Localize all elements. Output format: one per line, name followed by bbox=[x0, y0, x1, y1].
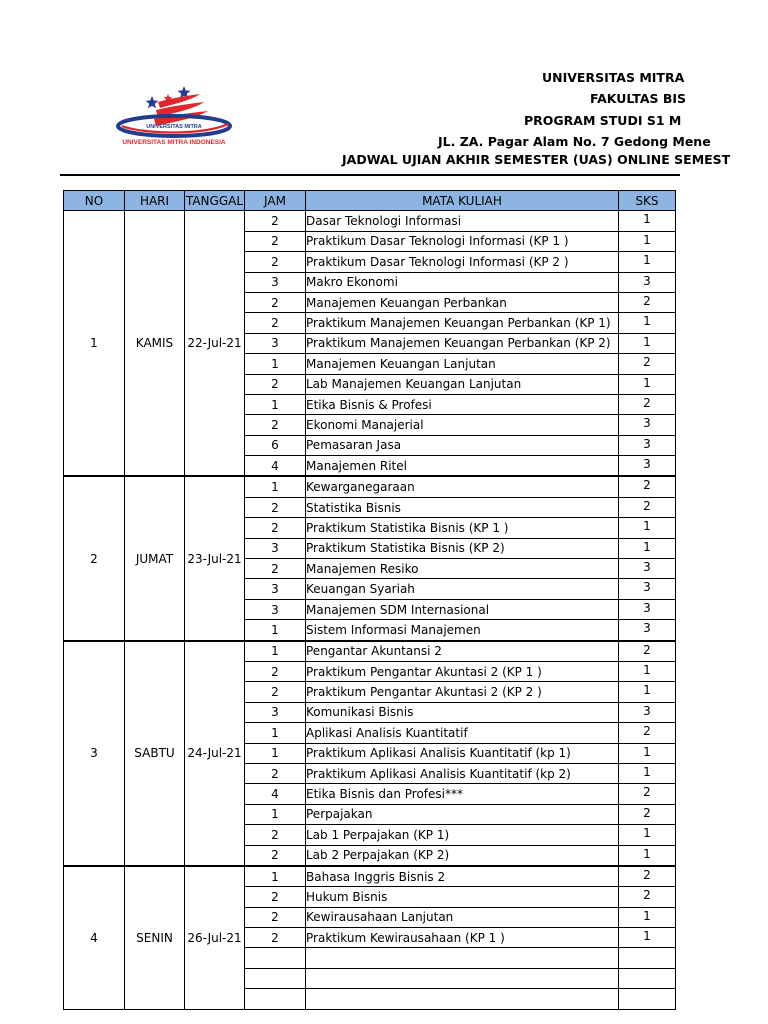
column-header-tanggal: TANGGAL bbox=[185, 191, 245, 211]
cell-mata-kuliah: Sistem Informasi Manajemen bbox=[306, 620, 619, 641]
cell-hari: JUMAT bbox=[125, 476, 185, 640]
cell-jam: 1 bbox=[245, 394, 306, 414]
cell-jam: 2 bbox=[245, 887, 306, 907]
cell-sks: 1 bbox=[619, 661, 676, 681]
cell-sks: 1 bbox=[619, 907, 676, 927]
header-program: PROGRAM STUDI S1 M bbox=[524, 113, 682, 128]
exam-schedule-table bbox=[63, 190, 676, 1010]
cell-jam: 2 bbox=[245, 211, 306, 231]
svg-text:UNIVERSITAS MITRA: UNIVERSITAS MITRA bbox=[146, 124, 202, 130]
cell-jam: 1 bbox=[245, 743, 306, 763]
cell-mata-kuliah: Praktikum Aplikasi Analisis Kuantitatif (kp 2) bbox=[306, 763, 619, 783]
table-header-row bbox=[64, 191, 676, 211]
cell-jam: 3 bbox=[245, 272, 306, 292]
cell-mata-kuliah: Manajemen Resiko bbox=[306, 559, 619, 579]
cell-jam bbox=[245, 968, 306, 988]
cell-jam: 1 bbox=[245, 723, 306, 743]
cell-jam: 4 bbox=[245, 784, 306, 804]
cell-mata-kuliah: Manajemen Keuangan Lanjutan bbox=[306, 354, 619, 374]
cell-sks: 1 bbox=[619, 252, 676, 272]
cell-jam: 4 bbox=[245, 456, 306, 477]
cell-jam: 2 bbox=[245, 415, 306, 435]
cell-sks: 2 bbox=[619, 723, 676, 743]
cell-sks: 2 bbox=[619, 394, 676, 414]
cell-mata-kuliah: Manajemen Keuangan Perbankan bbox=[306, 292, 619, 312]
cell-sks: 2 bbox=[619, 641, 676, 662]
cell-mata-kuliah: Kewarganegaraan bbox=[306, 476, 619, 497]
cell-jam: 2 bbox=[245, 252, 306, 272]
header-divider bbox=[60, 174, 680, 176]
cell-mata-kuliah: Praktikum Manajemen Keuangan Perbankan (KP 1) bbox=[306, 313, 619, 333]
cell-mata-kuliah: Praktikum Aplikasi Analisis Kuantitatif (kp 1) bbox=[306, 743, 619, 763]
cell-mata-kuliah: Komunikasi Bisnis bbox=[306, 702, 619, 722]
cell-mata-kuliah: Praktikum Dasar Teknologi Informasi (KP 1 ) bbox=[306, 231, 619, 251]
column-header-sks: SKS bbox=[619, 191, 676, 211]
cell-no: 2 bbox=[64, 476, 125, 640]
header-faculty: FAKULTAS BIS bbox=[590, 91, 687, 106]
cell-tanggal: 26-Jul-21 bbox=[185, 866, 245, 1009]
cell-mata-kuliah: Praktikum Kewirausahaan (KP 1 ) bbox=[306, 928, 619, 948]
cell-mata-kuliah bbox=[306, 989, 619, 1009]
cell-mata-kuliah: Statistika Bisnis bbox=[306, 497, 619, 517]
cell-jam: 2 bbox=[245, 374, 306, 394]
cell-mata-kuliah: Lab Manajemen Keuangan Lanjutan bbox=[306, 374, 619, 394]
cell-hari: SENIN bbox=[125, 866, 185, 1009]
cell-mata-kuliah: Perpajakan bbox=[306, 804, 619, 824]
table-row bbox=[64, 866, 676, 887]
cell-mata-kuliah bbox=[306, 948, 619, 968]
svg-text:UNIVERSITAS MITRA INDONESIA: UNIVERSITAS MITRA INDONESIA bbox=[122, 139, 226, 146]
cell-sks: 3 bbox=[619, 579, 676, 599]
cell-sks: 2 bbox=[619, 292, 676, 312]
cell-jam: 2 bbox=[245, 907, 306, 927]
cell-sks: 1 bbox=[619, 763, 676, 783]
header-university: UNIVERSITAS MITRA bbox=[542, 70, 685, 85]
cell-sks: 2 bbox=[619, 476, 676, 497]
cell-mata-kuliah: Praktikum Pengantar Akuntasi 2 (KP 1 ) bbox=[306, 661, 619, 681]
cell-jam: 3 bbox=[245, 599, 306, 619]
cell-jam: 2 bbox=[245, 763, 306, 783]
cell-mata-kuliah: Etika Bisnis & Profesi bbox=[306, 394, 619, 414]
cell-mata-kuliah: Praktikum Statistika Bisnis (KP 1 ) bbox=[306, 518, 619, 538]
cell-sks: 3 bbox=[619, 415, 676, 435]
cell-jam: 2 bbox=[245, 313, 306, 333]
cell-mata-kuliah: Pemasaran Jasa bbox=[306, 435, 619, 455]
cell-mata-kuliah: Manajemen Ritel bbox=[306, 456, 619, 477]
table-row bbox=[64, 641, 676, 662]
cell-mata-kuliah: Praktikum Manajemen Keuangan Perbankan (KP 2) bbox=[306, 333, 619, 353]
cell-sks: 2 bbox=[619, 804, 676, 824]
cell-mata-kuliah: Manajemen SDM Internasional bbox=[306, 599, 619, 619]
cell-mata-kuliah: Praktikum Pengantar Akuntasi 2 (KP 2 ) bbox=[306, 682, 619, 702]
cell-jam: 2 bbox=[245, 518, 306, 538]
cell-sks: 3 bbox=[619, 559, 676, 579]
cell-jam: 3 bbox=[245, 538, 306, 558]
cell-jam: 2 bbox=[245, 682, 306, 702]
cell-sks: 1 bbox=[619, 682, 676, 702]
cell-sks: 1 bbox=[619, 928, 676, 948]
cell-mata-kuliah: Dasar Teknologi Informasi bbox=[306, 211, 619, 231]
column-header-no: NO bbox=[64, 191, 125, 211]
cell-jam: 3 bbox=[245, 333, 306, 353]
cell-mata-kuliah: Lab 1 Perpajakan (KP 1) bbox=[306, 825, 619, 845]
cell-sks: 2 bbox=[619, 866, 676, 887]
cell-sks bbox=[619, 968, 676, 988]
cell-mata-kuliah: Kewirausahaan Lanjutan bbox=[306, 907, 619, 927]
column-header-mata-kuliah: MATA KULIAH bbox=[306, 191, 619, 211]
cell-sks: 3 bbox=[619, 456, 676, 477]
cell-jam: 1 bbox=[245, 354, 306, 374]
cell-mata-kuliah: Pengantar Akuntansi 2 bbox=[306, 641, 619, 662]
cell-mata-kuliah: Praktikum Dasar Teknologi Informasi (KP 2 ) bbox=[306, 252, 619, 272]
cell-mata-kuliah: Aplikasi Analisis Kuantitatif bbox=[306, 723, 619, 743]
cell-sks: 1 bbox=[619, 518, 676, 538]
cell-sks: 3 bbox=[619, 702, 676, 722]
table-row bbox=[64, 211, 676, 231]
cell-hari: SABTU bbox=[125, 641, 185, 866]
cell-jam: 6 bbox=[245, 435, 306, 455]
cell-no: 3 bbox=[64, 641, 125, 866]
cell-jam: 2 bbox=[245, 661, 306, 681]
cell-sks bbox=[619, 989, 676, 1009]
cell-jam: 3 bbox=[245, 702, 306, 722]
header-schedule-title: JADWAL UJIAN AKHIR SEMESTER (UAS) ONLINE SEMEST bbox=[342, 152, 731, 167]
cell-jam bbox=[245, 948, 306, 968]
cell-mata-kuliah: Bahasa Inggris Bisnis 2 bbox=[306, 866, 619, 887]
cell-jam: 1 bbox=[245, 476, 306, 497]
cell-sks: 1 bbox=[619, 845, 676, 866]
cell-sks: 2 bbox=[619, 354, 676, 374]
cell-no: 4 bbox=[64, 866, 125, 1009]
cell-sks: 2 bbox=[619, 497, 676, 517]
cell-jam: 2 bbox=[245, 559, 306, 579]
header-address: JL. ZA. Pagar Alam No. 7 Gedong Mene bbox=[438, 134, 711, 149]
cell-sks: 1 bbox=[619, 743, 676, 763]
cell-mata-kuliah bbox=[306, 968, 619, 988]
cell-jam: 1 bbox=[245, 641, 306, 662]
cell-sks bbox=[619, 948, 676, 968]
cell-jam: 2 bbox=[245, 825, 306, 845]
cell-jam: 2 bbox=[245, 497, 306, 517]
cell-sks: 1 bbox=[619, 231, 676, 251]
cell-sks: 1 bbox=[619, 211, 676, 231]
cell-jam: 1 bbox=[245, 620, 306, 641]
cell-hari: KAMIS bbox=[125, 211, 185, 477]
cell-mata-kuliah: Hukum Bisnis bbox=[306, 887, 619, 907]
cell-jam: 2 bbox=[245, 928, 306, 948]
cell-mata-kuliah: Makro Ekonomi bbox=[306, 272, 619, 292]
cell-sks: 2 bbox=[619, 887, 676, 907]
cell-jam: 2 bbox=[245, 292, 306, 312]
cell-jam: 2 bbox=[245, 845, 306, 866]
cell-sks: 3 bbox=[619, 599, 676, 619]
cell-sks: 1 bbox=[619, 825, 676, 845]
cell-jam: 2 bbox=[245, 231, 306, 251]
cell-jam: 1 bbox=[245, 866, 306, 887]
cell-no: 1 bbox=[64, 211, 125, 477]
cell-sks: 3 bbox=[619, 435, 676, 455]
cell-mata-kuliah: Etika Bisnis dan Profesi*** bbox=[306, 784, 619, 804]
cell-mata-kuliah: Keuangan Syariah bbox=[306, 579, 619, 599]
column-header-jam: JAM bbox=[245, 191, 306, 211]
cell-sks: 1 bbox=[619, 313, 676, 333]
column-header-hari: HARI bbox=[125, 191, 185, 211]
cell-jam bbox=[245, 989, 306, 1009]
cell-tanggal: 23-Jul-21 bbox=[185, 476, 245, 640]
table-body bbox=[64, 211, 676, 1009]
cell-jam: 1 bbox=[245, 804, 306, 824]
cell-tanggal: 24-Jul-21 bbox=[185, 641, 245, 866]
cell-sks: 1 bbox=[619, 333, 676, 353]
cell-sks: 1 bbox=[619, 538, 676, 558]
cell-mata-kuliah: Lab 2 Perpajakan (KP 2) bbox=[306, 845, 619, 866]
cell-sks: 3 bbox=[619, 620, 676, 641]
cell-sks: 3 bbox=[619, 272, 676, 292]
table-row bbox=[64, 476, 676, 497]
cell-mata-kuliah: Praktikum Statistika Bisnis (KP 2) bbox=[306, 538, 619, 558]
cell-sks: 2 bbox=[619, 784, 676, 804]
university-logo bbox=[112, 82, 236, 150]
cell-mata-kuliah: Ekonomi Manajerial bbox=[306, 415, 619, 435]
cell-tanggal: 22-Jul-21 bbox=[185, 211, 245, 477]
cell-sks: 1 bbox=[619, 374, 676, 394]
cell-jam: 3 bbox=[245, 579, 306, 599]
